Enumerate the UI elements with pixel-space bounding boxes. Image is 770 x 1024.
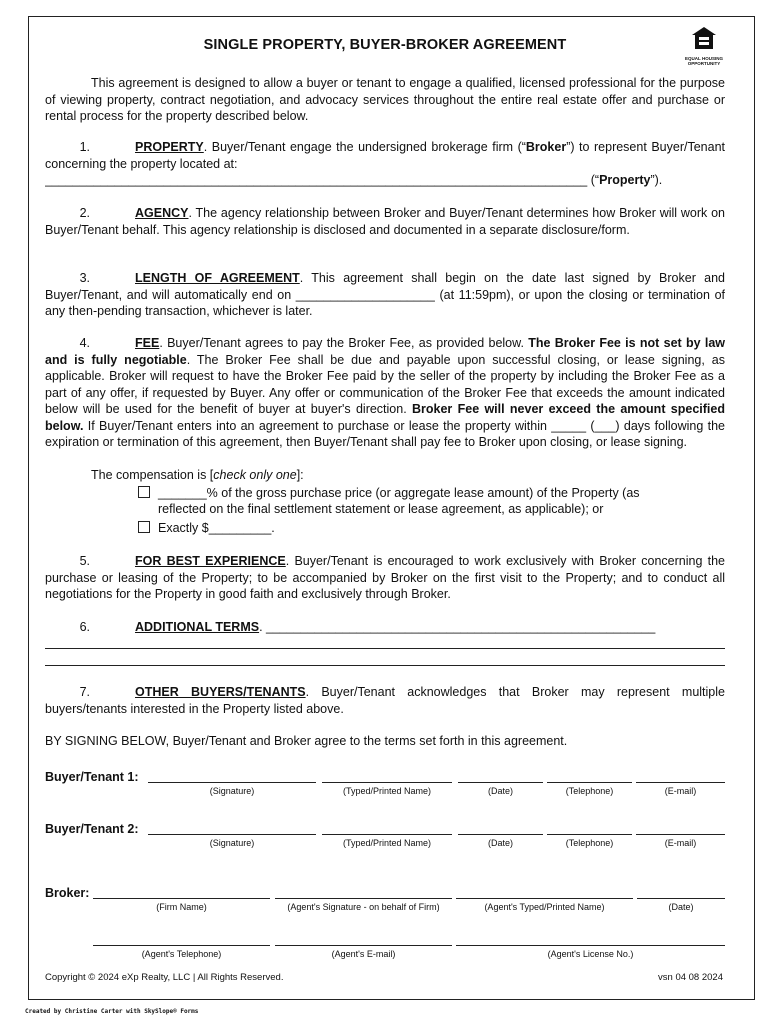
percentage-checkbox[interactable] <box>138 486 150 498</box>
broker-date-line[interactable] <box>637 898 725 899</box>
broker-label: Broker: <box>45 886 90 900</box>
agent-telephone-caption: (Agent's Telephone) <box>141 949 222 959</box>
buyer2-telephone-caption: (Telephone) <box>565 838 614 848</box>
section-property: 1. PROPERTY. Buyer/Tenant engage the undersigned brokerage firm (“Broker”) to represent Buyer/Tenant concerning the property located at: <box>45 140 725 171</box>
buyer2-signature-caption: (Signature) <box>209 838 255 848</box>
compensation-prompt: The compensation is [check only one]: <box>91 468 304 482</box>
buyer1-signature-line[interactable] <box>148 782 316 783</box>
broker-agent-signature-line[interactable] <box>275 898 452 899</box>
buyer1-name-line[interactable] <box>322 782 452 783</box>
section-additional-terms: 6. ADDITIONAL TERMS. ________________________________________________________ <box>79 620 656 634</box>
buyer2-email-caption: (E-mail) <box>664 838 697 848</box>
broker-agent-name-caption: (Agent's Typed/Printed Name) <box>484 902 605 912</box>
additional-terms-line-2[interactable] <box>45 665 725 666</box>
buyer1-telephone-line[interactable] <box>547 782 632 783</box>
buyer1-date-caption: (Date) <box>487 786 513 796</box>
buyer2-signature-line[interactable] <box>148 834 316 835</box>
fee-option-exact[interactable]: Exactly $_________. <box>138 520 275 537</box>
buyer1-date-line[interactable] <box>458 782 543 783</box>
fee-option-percentage-cont: reflected on the final settlement statement or lease agreement, as applicable); or <box>158 502 604 516</box>
property-address-line[interactable]: ______________________________________________________________________________ (“Property”). <box>45 173 663 187</box>
additional-terms-line-1[interactable] <box>45 648 725 649</box>
buyer1-label: Buyer/Tenant 1: <box>45 770 139 784</box>
broker-agent-signature-caption: (Agent's Signature - on behalf of Firm) <box>287 902 440 912</box>
buyer2-name-line[interactable] <box>322 834 452 835</box>
agent-license-caption: (Agent's License No.) <box>547 949 634 959</box>
buyer2-date-caption: (Date) <box>487 838 513 848</box>
buyer1-name-caption: (Typed/Printed Name) <box>342 786 432 796</box>
copyright-notice: Copyright © 2024 eXp Realty, LLC | All Rights Reserved. <box>45 972 284 983</box>
buyer2-label: Buyer/Tenant 2: <box>45 822 139 836</box>
buyer1-telephone-caption: (Telephone) <box>565 786 614 796</box>
broker-firm-line[interactable] <box>93 898 270 899</box>
section-fee: 4. FEE. Buyer/Tenant agrees to pay the Broker Fee, as provided below. The Broker Fee is not set by law and is fully negotiable. The Broker Fee shall be due and payable upon successful closing, or lease signing, as applicable. Broker will request to have the Broker Fee paid by the seller of the property by including the Broker Fee as a part of any offer, if requested by Buyer. Any offer or communication of the Broker Fee that exceeds the amount indicated below will be used for the benefit of buyer at buyer's direction. Broker Fee will never exceed the amount specified below. If Buyer/Tenant enters into an agreement to purchase or lease the property within _____ (___) days following the expiration or termination of this agreement, then Buyer/Tenant shall pay fee to Broker upon closing, or lease signing. <box>45 336 726 449</box>
agent-license-line[interactable] <box>456 945 725 946</box>
equal-housing-icon <box>691 26 717 50</box>
agent-telephone-line[interactable] <box>93 945 270 946</box>
section-best-experience: 5. FOR BEST EXPERIENCE. Buyer/Tenant is encouraged to work exclusively with Broker concerning the purchase or leasing of the Property; to be accompanied by Broker on the first visit to the Property; and to conduct all negotiations for the Property in good faith and exclusively through Broker. <box>45 554 725 601</box>
fee-option-percentage[interactable]: _______% of the gross purchase price (or aggregate lease amount) of the Property (as <box>138 485 640 502</box>
version-label: vsn 04 08 2024 <box>658 972 723 983</box>
buyer2-telephone-line[interactable] <box>547 834 632 835</box>
buyer1-email-line[interactable] <box>636 782 725 783</box>
broker-date-caption: (Date) <box>668 902 694 912</box>
section-other-buyers: 7. OTHER BUYERS/TENANTS. Buyer/Tenant acknowledges that Broker may represent multiple buyers/tenants interested in the Property listed above. <box>45 685 725 716</box>
equal-housing-caption: EQUAL HOUSING OPPORTUNITY <box>685 56 723 66</box>
document-title: SINGLE PROPERTY, BUYER-BROKER AGREEMENT <box>203 37 567 53</box>
creator-credit: Created by Christine Carter with SkySlope® Forms <box>25 1008 199 1015</box>
buyer1-email-caption: (E-mail) <box>664 786 697 796</box>
buyer2-date-line[interactable] <box>458 834 543 835</box>
broker-firm-caption: (Firm Name) <box>156 902 207 912</box>
section-length-of-agreement: 3. LENGTH OF AGREEMENT. This agreement shall begin on the date last signed by Broker and Buyer/Tenant, and will automatically end on ____________________ (at 11:59pm), or upon the closing or termination of any then-pending transaction, whichever is later. <box>45 271 726 318</box>
buyer2-name-caption: (Typed/Printed Name) <box>342 838 432 848</box>
section-agency: 2. AGENCY. The agency relationship between Broker and Buyer/Tenant determines how Broker will work on Buyer/Tenant behalf. This agency relationship is disclosed and documented in a separate disclosure/form. <box>45 206 725 237</box>
signing-statement: BY SIGNING BELOW, Buyer/Tenant and Broker agree to the terms set forth in this agreement. <box>45 734 568 748</box>
equal-housing-logo <box>684 26 724 66</box>
buyer1-signature-caption: (Signature) <box>209 786 255 796</box>
exact-amount-checkbox[interactable] <box>138 521 150 533</box>
agent-email-caption: (Agent's E-mail) <box>331 949 396 959</box>
agent-email-line[interactable] <box>275 945 452 946</box>
buyer2-email-line[interactable] <box>636 834 725 835</box>
intro-paragraph: This agreement is designed to allow a buyer or tenant to engage a qualified, licensed professional for the purpose of viewing property, contract negotiation, and advocacy services throughout the entire real estate offer and purchase or rental process for the property described below. <box>45 76 725 123</box>
broker-agent-name-line[interactable] <box>456 898 633 899</box>
